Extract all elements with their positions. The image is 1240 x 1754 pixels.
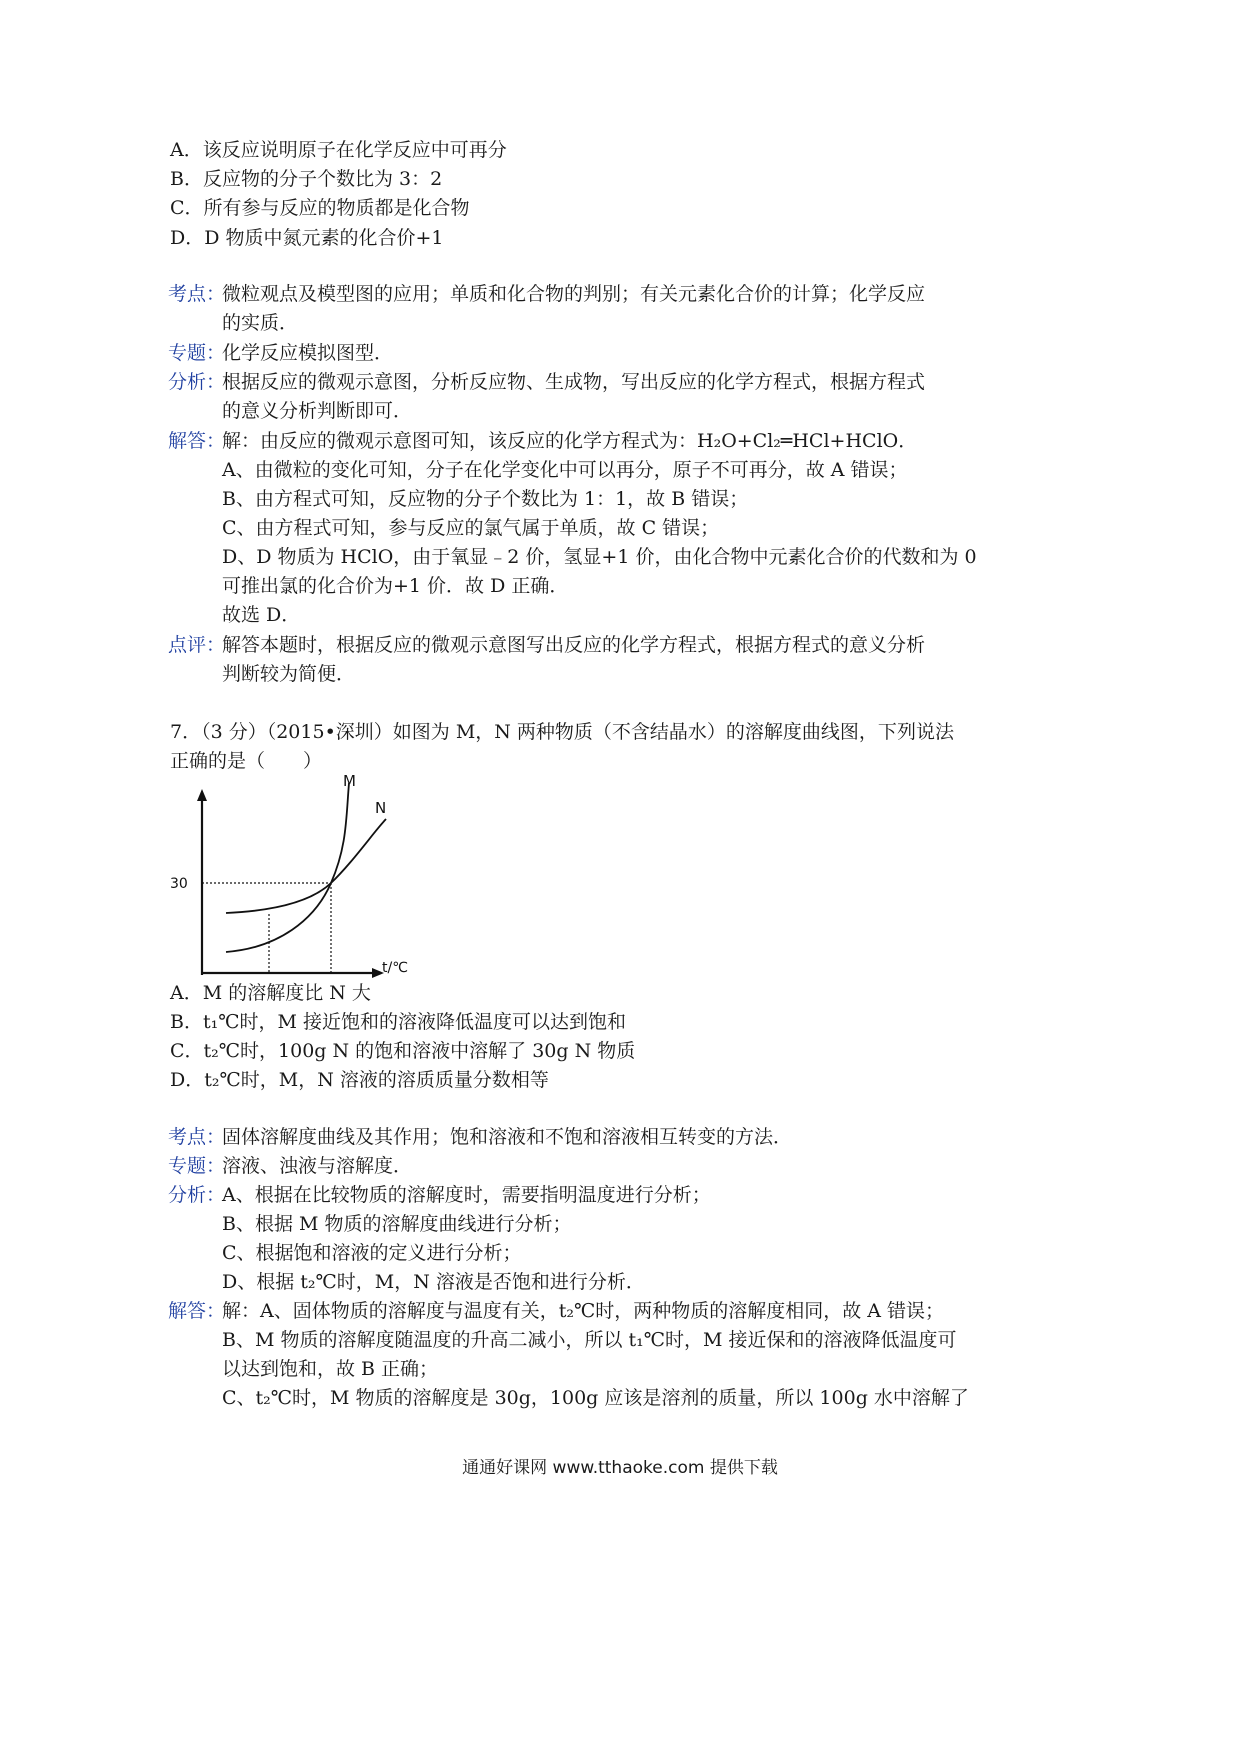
y-tick-30: 30	[170, 876, 188, 892]
q7-kaodian-label: 考点：	[168, 1126, 226, 1148]
x-axis-label: t/℃	[382, 960, 408, 976]
q7-zhuanti-text: 溶液、浊液与溶解度．	[222, 1155, 413, 1177]
q6-option-a: A．该反应说明原子在化学反应中可再分	[170, 139, 507, 161]
q6-zhuanti-text: 化学反应模拟图型．	[222, 342, 394, 364]
q6-jieda-line-7: 故选 D．	[222, 604, 301, 626]
q6-fenxi-line-2: 的意义分析判断即可．	[222, 400, 413, 422]
q7-option-b: B．t₁℃时，M 接近饱和的溶液降低温度可以达到饱和	[170, 1011, 626, 1033]
q6-jieda-line-4: C、由方程式可知，参与反应的氯气属于单质，故 C 错误；	[222, 517, 720, 539]
page-footer: 通通好课网 www.tthaoke.com 提供下载	[462, 1458, 778, 1478]
q7-option-c: C．t₂℃时，100g N 的饱和溶液中溶解了 30g N 物质	[170, 1040, 636, 1062]
q7-fenxi-line-1: A、根据在比较物质的溶解度时，需要指明温度进行分析；	[222, 1184, 711, 1206]
curve-m	[226, 783, 349, 952]
q7-jieda-line-3: 以达到饱和，故 B 正确；	[222, 1358, 439, 1380]
q7-jieda-line-4: C、t₂℃时，M 物质的溶解度是 30g，100g 应该是溶剂的质量，所以 100g 水中溶解了	[222, 1387, 969, 1409]
q6-kaodian-label: 考点：	[168, 283, 226, 305]
curve-n-label: N	[375, 799, 387, 817]
q7-option-d: D．t₂℃时，M，N 溶液的溶质质量分数相等	[170, 1069, 549, 1091]
curve-n	[226, 819, 386, 913]
q7-zhuanti-label: 专题：	[168, 1155, 226, 1177]
q6-jieda-line-5: D、D 物质为 HClO，由于氧显﹣2 价，氢显+1 价，由化合物中元素化合价的代数和为 0	[222, 546, 977, 568]
q6-jieda-label: 解答：	[168, 430, 226, 452]
solubility-chart	[160, 775, 420, 980]
q7-fenxi-line-2: B、根据 M 物质的溶解度曲线进行分析；	[222, 1213, 572, 1235]
q6-jieda-line-3: B、由方程式可知，反应物的分子个数比为 1：1，故 B 错误；	[222, 488, 749, 510]
q6-option-c: C．所有参与反应的物质都是化合物	[170, 197, 470, 219]
q7-jieda-line-2: B、M 物质的溶解度随温度的升高二减小，所以 t₁℃时，M 接近保和的溶液降低温度可	[222, 1329, 957, 1351]
q7-fenxi-line-4: D、根据 t₂℃时，M，N 溶液是否饱和进行分析．	[222, 1271, 645, 1293]
q7-fenxi-label: 分析：	[168, 1184, 226, 1206]
curve-m-label: M	[343, 775, 356, 790]
q7-stem-line-2: 正确的是（ ）	[170, 750, 323, 772]
q7-stem-line-1: 7．（3 分）（2015•深圳）如图为 M，N 两种物质（不含结晶水）的溶解度曲线图，下列说法	[170, 721, 954, 743]
q6-option-b: B．反应物的分子个数比为 3：2	[170, 168, 443, 190]
q7-fenxi-line-3: C、根据饱和溶液的定义进行分析；	[222, 1242, 522, 1264]
q7-option-a: A．M 的溶解度比 N 大	[170, 982, 371, 1004]
q6-dianping-line-2: 判断较为简便．	[222, 663, 356, 685]
q6-kaodian-line-2: 的实质．	[222, 312, 299, 334]
q6-jieda-line-2: A、由微粒的变化可知，分子在化学变化中可以再分，原子不可再分，故 A 错误；	[222, 459, 908, 481]
q6-fenxi-label: 分析：	[168, 371, 226, 393]
q7-jieda-label: 解答：	[168, 1300, 226, 1322]
q6-jieda-line-1: 解：由反应的微观示意图可知，该反应的化学方程式为：H₂O+Cl₂═HCl+HClO．	[222, 430, 918, 452]
q7-jieda-line-1: 解：A、固体物质的溶解度与温度有关，t₂℃时，两种物质的溶解度相同，故 A 错误；	[222, 1300, 945, 1322]
q6-dianping-line-1: 解答本题时，根据反应的微观示意图写出反应的化学方程式，根据方程式的意义分析	[222, 634, 926, 656]
q6-kaodian-line-1: 微粒观点及模型图的应用；单质和化合物的判别；有关元素化合价的计算；化学反应	[222, 283, 926, 305]
q6-dianping-label: 点评：	[168, 634, 226, 656]
q6-fenxi-line-1: 根据反应的微观示意图，分析反应物、生成物，写出反应的化学方程式，根据方程式	[222, 371, 926, 393]
y-axis-arrow	[197, 789, 207, 801]
q7-kaodian-text: 固体溶解度曲线及其作用；饱和溶液和不饱和溶液相互转变的方法．	[222, 1126, 793, 1148]
q6-zhuanti-label: 专题：	[168, 342, 226, 364]
q6-option-d: D．D 物质中氮元素的化合价+1	[170, 227, 444, 249]
q6-jieda-line-6: 可推出氯的化合价为+1 价．故 D 正确．	[222, 575, 569, 597]
